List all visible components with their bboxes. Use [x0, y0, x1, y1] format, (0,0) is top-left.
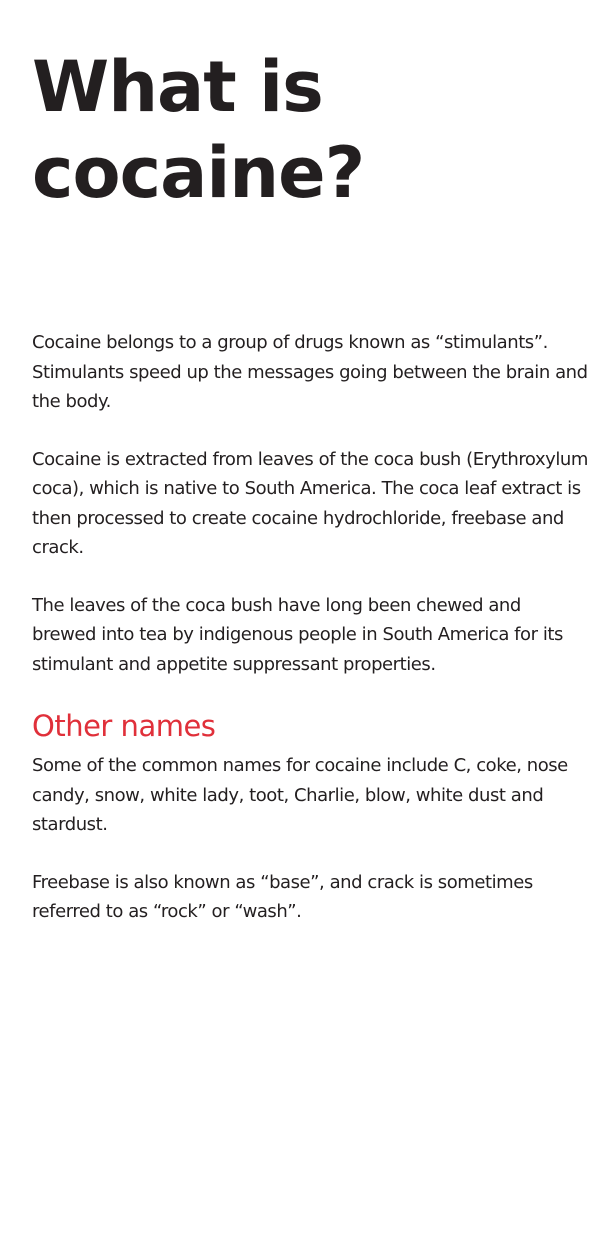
page-title-line-2: cocaine?: [32, 132, 365, 214]
page-title: [32, 44, 552, 216]
intro-paragraph-3: The leaves of the coca bush have long been chewed and brewed into tea by indigenous people in South America for its stimulant and appetite suppressant properties.: [32, 594, 563, 675]
other-names-heading: Other names: [32, 709, 216, 743]
page-title-line-1: What is: [32, 46, 323, 128]
intro-paragraph-1: Cocaine belongs to a group of drugs known as “stimulants”. Stimulants speed up the messages going between the brain and the body.: [32, 332, 588, 412]
other-names-paragraph-1: Some of the common names for cocaine include C, coke, nose candy, snow, white lady, toot, Charlie, blow, white dust and stardust.: [32, 755, 568, 835]
article-body: [32, 328, 588, 955]
other-names-paragraph-2: Freebase is also known as “base”, and crack is sometimes referred to as “rock” or “wash”.: [32, 871, 533, 922]
intro-paragraph-2: Cocaine is extracted from leaves of the coca bush (Erythroxylum coca), which is native to South America. The coca leaf extract is then processed to create cocaine hydrochloride, freebase and crack.: [32, 448, 588, 558]
